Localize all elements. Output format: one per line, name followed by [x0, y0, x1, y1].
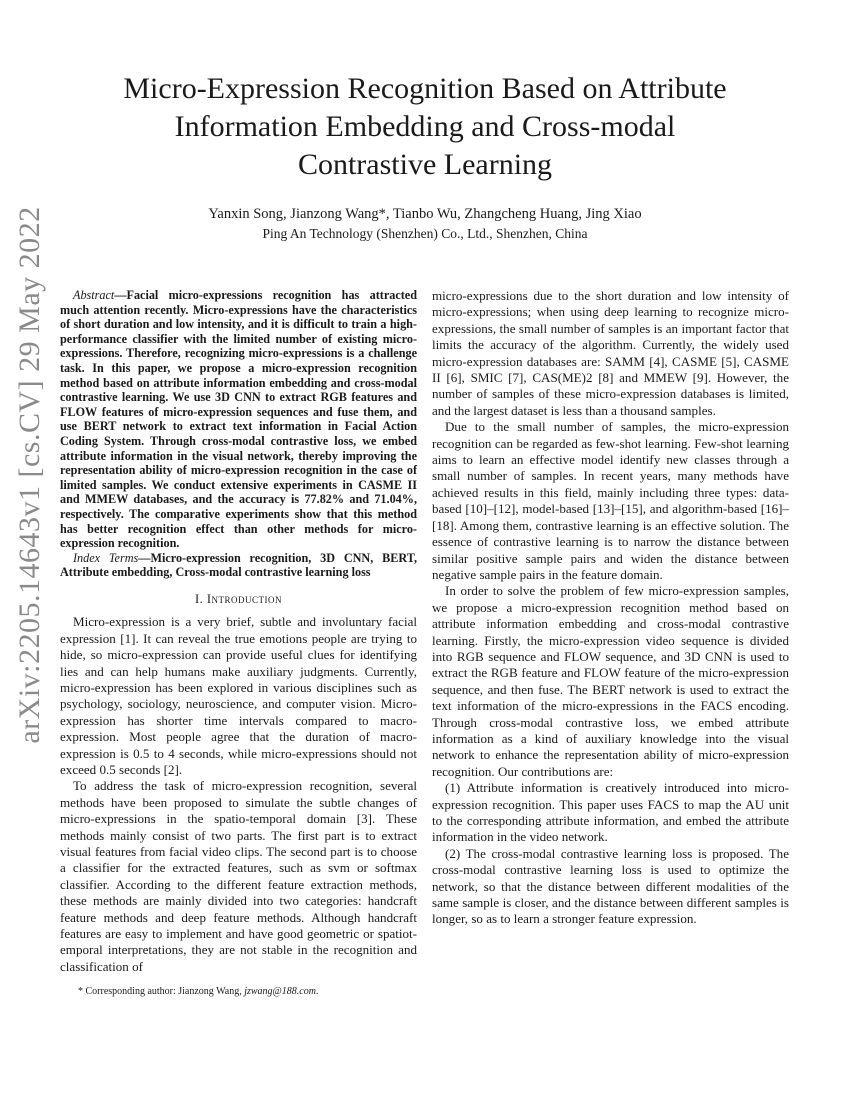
section-heading-introduction: I. Introduction	[194, 591, 283, 606]
paper-title	[60, 70, 790, 184]
body-paragraph: Micro-expression is a very brief, subtle and involuntary facial expression [1]. It can reveal the true emotions people are trying to hide, so micro-expression can provide useful clues for identifying lies and can help humans make auxiliary judgments. Currently, micro-expression has been explored in various disciplines such as psychology, sociology, neuroscience, and computer vision. Micro-expression has shorter time intervals compared to macro-expression. Most people agree that the duration of macro-expression is 0.5 to 4 seconds, while micro-expressions should not exceed 0.5 seconds [2].	[60, 614, 417, 777]
contribution-item: (2) The cross-modal contrastive learning loss is proposed. The cross-modal contrastive learning loss is used to optimize the network, so that the distance between different modalities of the same sample is closer, and the distance between different samples is longer, so as to learn a stronger feature expression.	[432, 845, 789, 927]
contribution-item: (1) Attribute information is creatively introduced into micro-expression recognition. This paper uses FACS to map the AU unit to the corresponding attribute information, and embed the attribute information in the video network.	[432, 780, 789, 845]
author-list: Yanxin Song, Jianzong Wang*, Tianbo Wu, Zhangcheng Huang, Jing Xiao	[208, 206, 642, 222]
title-line: Information Embedding and Cross-modal	[174, 110, 676, 143]
body-paragraph: To address the task of micro-expression recognition, several methods have been proposed to simulate the subtle changes of micro-expressions in the spatio-temporal domain [3]. These methods mainly consist of two parts. The first part is to extract visual features from facial video clips. The second part is to choose a classifier for the extracted features, such as svm or softmax classifier. According to the different feature extraction methods, these methods are mainly divided into two categories: handcraft feature methods and deep feature methods. Although handcraft features are easy to implement and have good geometric or spatiot-emporal interpretations, they are not stable in the recognition and classification of	[60, 778, 417, 974]
index-terms	[60, 551, 417, 580]
footnote-text: * Corresponding author: Jianzong Wang,	[78, 986, 245, 997]
right-column	[432, 288, 789, 928]
abstract	[60, 288, 417, 551]
left-column	[60, 288, 417, 975]
abstract-text: —Facial micro-expressions recognition has attracted much attention recently. Micro-expressions have the characteristics of short duration and low intensity, and it is difficult to train a high-performance classifier with the limited number of existing micro-expressions. Therefore, recognizing micro-expressions is a challenge task. In this paper, we propose a micro-expression recognition method based on attribute information embedding and cross-modal contrastive learning. We use 3D CNN to extract RGB features and FLOW features of micro-expression sequences and fuse them, and use BERT network to extract text information in Facial Action Coding System. Through cross-modal contrastive loss, we embed attribute information in the visual network, thereby improving the representation ability of micro-expression recognition in the case of limited samples. We conduct extensive experiments in CASME II and MMEW databases, and the accuracy is 77.82% and 71.04%, respectively. The comparative experiments show that this method has better recognition effect than other methods for micro-expression recognition.	[60, 288, 417, 551]
arxiv-identifier: arXiv:2205.14643v1 [cs.CV] 29 May 2022	[13, 206, 46, 744]
index-terms-label: Index Terms	[73, 550, 139, 565]
affiliation: Ping An Technology (Shenzhen) Co., Ltd., Shenzhen, China	[262, 226, 588, 241]
corresponding-author-footnote	[60, 985, 417, 998]
index-terms-text: —Micro-expression recognition, 3D CNN, BERT, Attribute embedding, Cross-modal contrastive learning loss	[60, 550, 418, 580]
arxiv-sidebar	[0, 0, 60, 1100]
author-email-link[interactable]: jzwang@188.com	[244, 986, 316, 997]
title-line: Micro-Expression Recognition Based on Attribute	[123, 72, 727, 105]
title-line: Contrastive Learning	[297, 148, 553, 181]
footnote-period: .	[315, 986, 319, 997]
abstract-label: Abstract	[73, 288, 115, 302]
body-paragraph: In order to solve the problem of few micro-expression samples, we propose a micro-expression recognition method based on attribute information embedding and cross-modal contrastive learning. Firstly, the micro-expression video sequence is divided into RGB sequence and FLOW sequence, and 3D CNN is used to extract the RGB feature and FLOW feature of the micro-expression sequence, and then fuse. The BERT network is used to extract the text information of the micro-expressions in the FACS encoding. Through cross-modal contrastive loss, we embed attribute information as a kind of auxiliary knowledge into the visual network to enhance the representation ability of micro-expression recognition. Our contributions are:	[432, 583, 789, 779]
body-paragraph: Due to the small number of samples, the micro-expression recognition can be regarded as few-shot learning. Few-shot learning aims to learn an effective model identify new classes through a small number of samples. In recent years, many methods have achieved results in this field, mainly including three types: data-based [10]–[12], model-based [13]–[15], and algorithm-based [16]–[18]. Among them, contrastive learning is an effective solution. The essence of contrastive learning is to narrow the distance between similar positive sample pairs and widen the distance between negative sample pairs in the feature domain.	[432, 419, 789, 582]
body-paragraph: micro-expressions due to the short duration and low intensity of micro-expressions; when using deep learning to recognize micro-expressions, the small number of samples is an important factor that limits the accuracy of the algorithm. Currently, the widely used micro-expression databases are: SAMM [4], CASME [5], CASME II [6], SMIC [7], CAS(ME)2 [8] and MMEW [9]. However, the number of samples of these micro-expression databases is limited, and the largest dataset is less than a thousand samples.	[432, 288, 789, 418]
